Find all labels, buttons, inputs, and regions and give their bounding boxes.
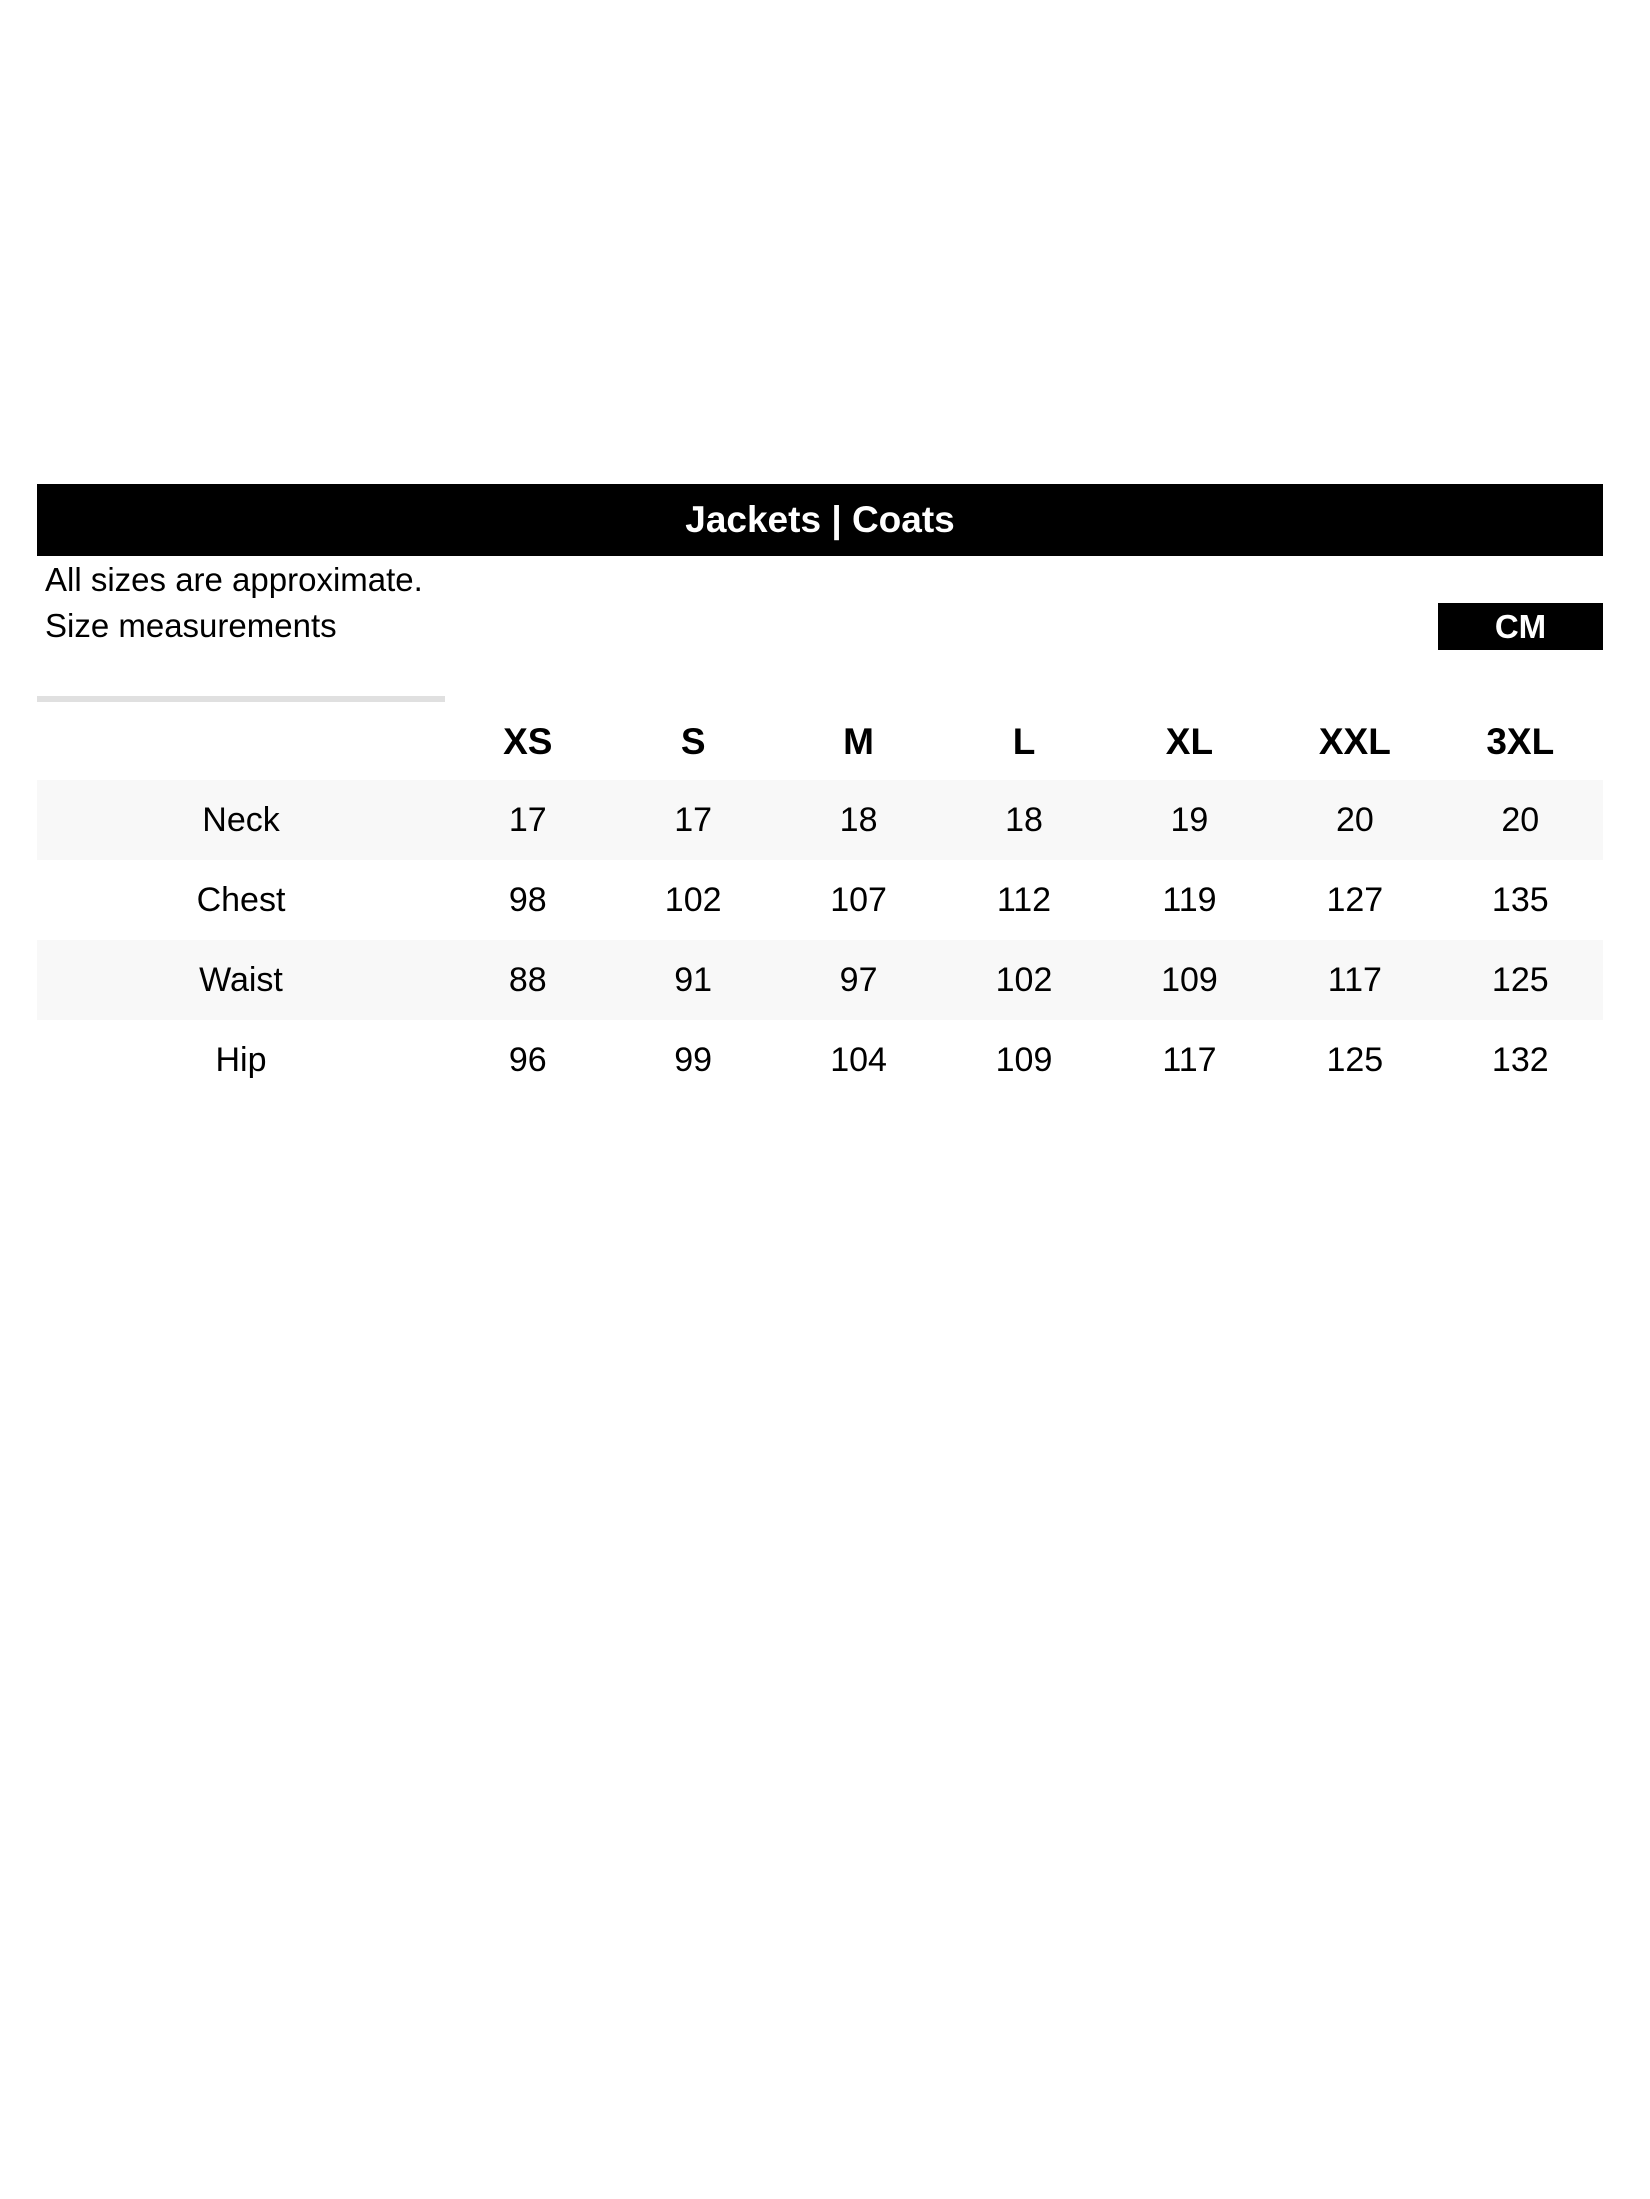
header-label-cell	[37, 704, 445, 780]
table-cell: 117	[1272, 940, 1437, 1020]
size-header: S	[680, 721, 706, 762]
table-row	[37, 940, 1603, 1020]
table-cell: 132	[1491, 1040, 1549, 1079]
size-header-row	[37, 704, 1603, 780]
row-label: Waist	[37, 940, 445, 1020]
table-row	[37, 860, 1603, 940]
table-cell: 112	[996, 880, 1052, 919]
page-title: Jackets | Coats	[37, 484, 1603, 556]
row-label: Chest	[196, 880, 286, 919]
table-row	[37, 1020, 1603, 1100]
size-header: L	[1012, 721, 1036, 762]
measurements-note: Size measurements	[45, 607, 337, 644]
size-header: 3XL	[1486, 721, 1555, 762]
table-cell: 127	[1326, 880, 1384, 919]
size-header: XXL	[1318, 721, 1391, 762]
table-cell: 17	[610, 780, 775, 860]
table-cell: 109	[995, 1040, 1053, 1079]
table-cell: 18	[941, 780, 1106, 860]
table-cell: 135	[1491, 880, 1549, 919]
unit-badge: CM	[1438, 603, 1603, 650]
table-cell: 17	[445, 780, 610, 860]
size-chart-table	[37, 704, 1603, 1100]
table-cell: 102	[664, 880, 722, 919]
table-cell: 125	[1438, 940, 1603, 1020]
table-cell: 88	[445, 940, 610, 1020]
table-cell: 20	[1272, 780, 1437, 860]
table-cell: 125	[1326, 1040, 1384, 1079]
table-cell: 97	[776, 940, 941, 1020]
table-cell: 20	[1438, 780, 1603, 860]
table-cell: 109	[1107, 940, 1272, 1020]
table-cell: 119	[1162, 880, 1217, 919]
table-cell: 96	[508, 1040, 547, 1079]
divider	[37, 696, 445, 702]
size-header: M	[843, 721, 874, 762]
table-cell: 117	[1162, 1040, 1217, 1079]
row-label: Neck	[37, 780, 445, 860]
table-cell: 98	[508, 880, 547, 919]
size-header: XS	[503, 721, 553, 762]
approximate-note: All sizes are approximate.	[45, 561, 423, 598]
table-cell: 104	[830, 1040, 887, 1079]
table-row	[37, 780, 1603, 860]
row-label: Hip	[215, 1040, 267, 1079]
table-cell: 91	[610, 940, 775, 1020]
size-header: XL	[1165, 721, 1214, 762]
table-cell: 102	[941, 940, 1106, 1020]
table-cell: 99	[674, 1040, 713, 1079]
table-cell: 107	[830, 880, 887, 919]
table-cell: 18	[776, 780, 941, 860]
table-cell: 19	[1107, 780, 1272, 860]
